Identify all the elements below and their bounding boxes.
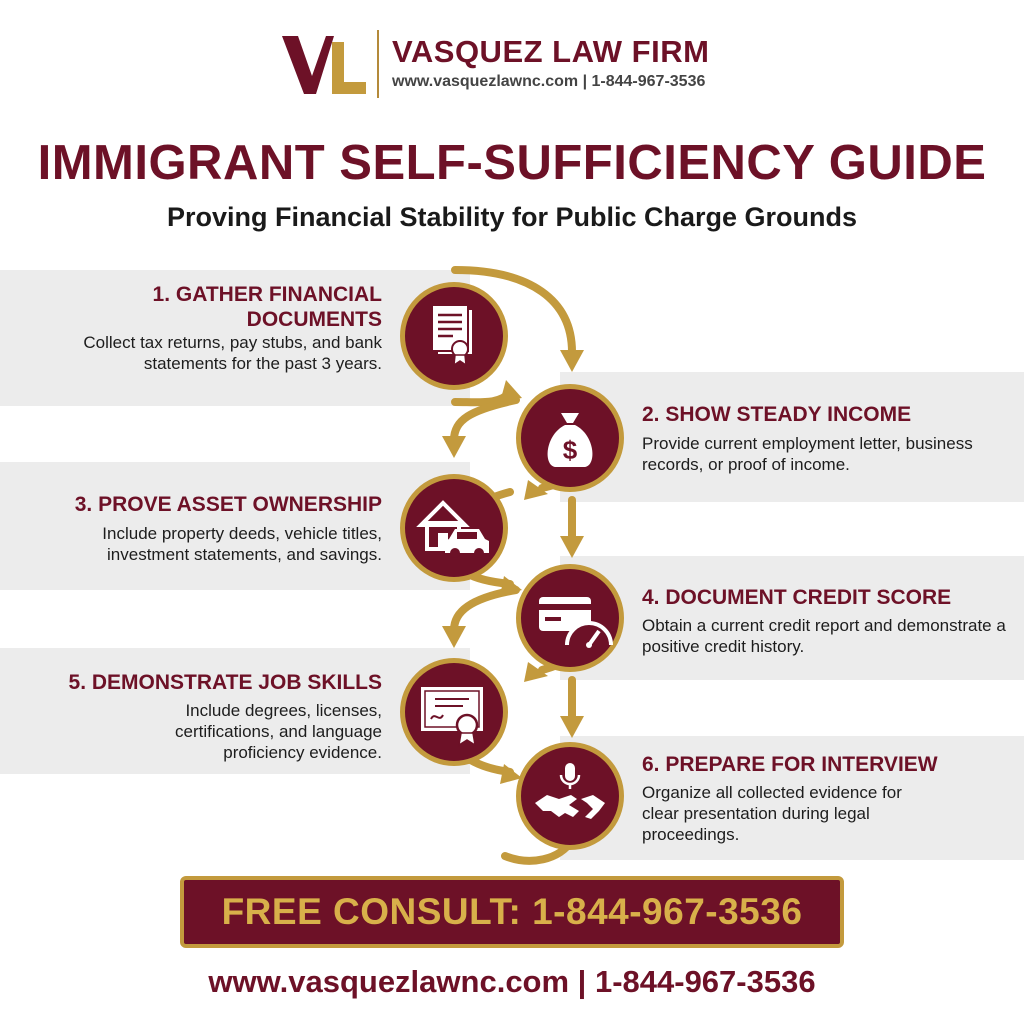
step-4-desc: Obtain a current credit report and demonstrate a positive credit history. bbox=[642, 616, 1006, 656]
step-1-title: 1. GATHER FINANCIAL DOCUMENTS bbox=[152, 283, 382, 331]
step-1-desc: Collect tax returns, pay stubs, and bank statements for the past 3 years. bbox=[83, 333, 382, 373]
diploma-certificate-icon bbox=[400, 658, 508, 766]
step-6-desc: Organize all collected evidence for clear presentation during legal proceedings. bbox=[642, 783, 902, 844]
footer-contact: www.vasquezlawnc.com | 1-844-967-3536 bbox=[208, 964, 816, 999]
money-bag-icon bbox=[516, 384, 624, 492]
header bbox=[0, 0, 1024, 110]
page-subtitle: Proving Financial Stability for Public Charge Grounds bbox=[166, 202, 858, 232]
step-5-title: 5. DEMONSTRATE JOB SKILLS bbox=[68, 671, 382, 694]
step-3-desc: Include property deeds, vehicle titles, investment statements, and savings. bbox=[102, 524, 382, 564]
firm-name: VASQUEZ LAW FIRM bbox=[392, 34, 710, 69]
credit-card-gauge-icon bbox=[516, 564, 624, 672]
step-5-desc: Include degrees, licenses, certifications, and language proficiency evidence. bbox=[175, 701, 382, 762]
documents-certificate-icon bbox=[400, 282, 508, 390]
step-2-title: 2. SHOW STEADY INCOME bbox=[642, 403, 912, 426]
logo-divider bbox=[377, 30, 379, 98]
free-consult-button[interactable] bbox=[180, 876, 844, 948]
step-4-title: 4. DOCUMENT CREDIT SCORE bbox=[642, 586, 952, 609]
svg-text:$: $ bbox=[562, 435, 578, 465]
vl-monogram-logo bbox=[282, 36, 368, 94]
step-2-desc: Provide current employment letter, business records, or proof of income. bbox=[642, 434, 973, 474]
handshake-microphone-icon bbox=[516, 742, 624, 850]
page-title: IMMIGRANT SELF-SUFFICIENCY GUIDE bbox=[37, 136, 987, 190]
firm-contact: www.vasquezlawnc.com | 1-844-967-3536 bbox=[392, 73, 706, 90]
step-3-title: 3. PROVE ASSET OWNERSHIP bbox=[74, 493, 382, 516]
step-6-title: 6. PREPARE FOR INTERVIEW bbox=[642, 753, 938, 776]
free-consult-label: FREE CONSULT: 1-844-967-3536 bbox=[221, 891, 803, 932]
house-car-icon bbox=[400, 474, 508, 582]
